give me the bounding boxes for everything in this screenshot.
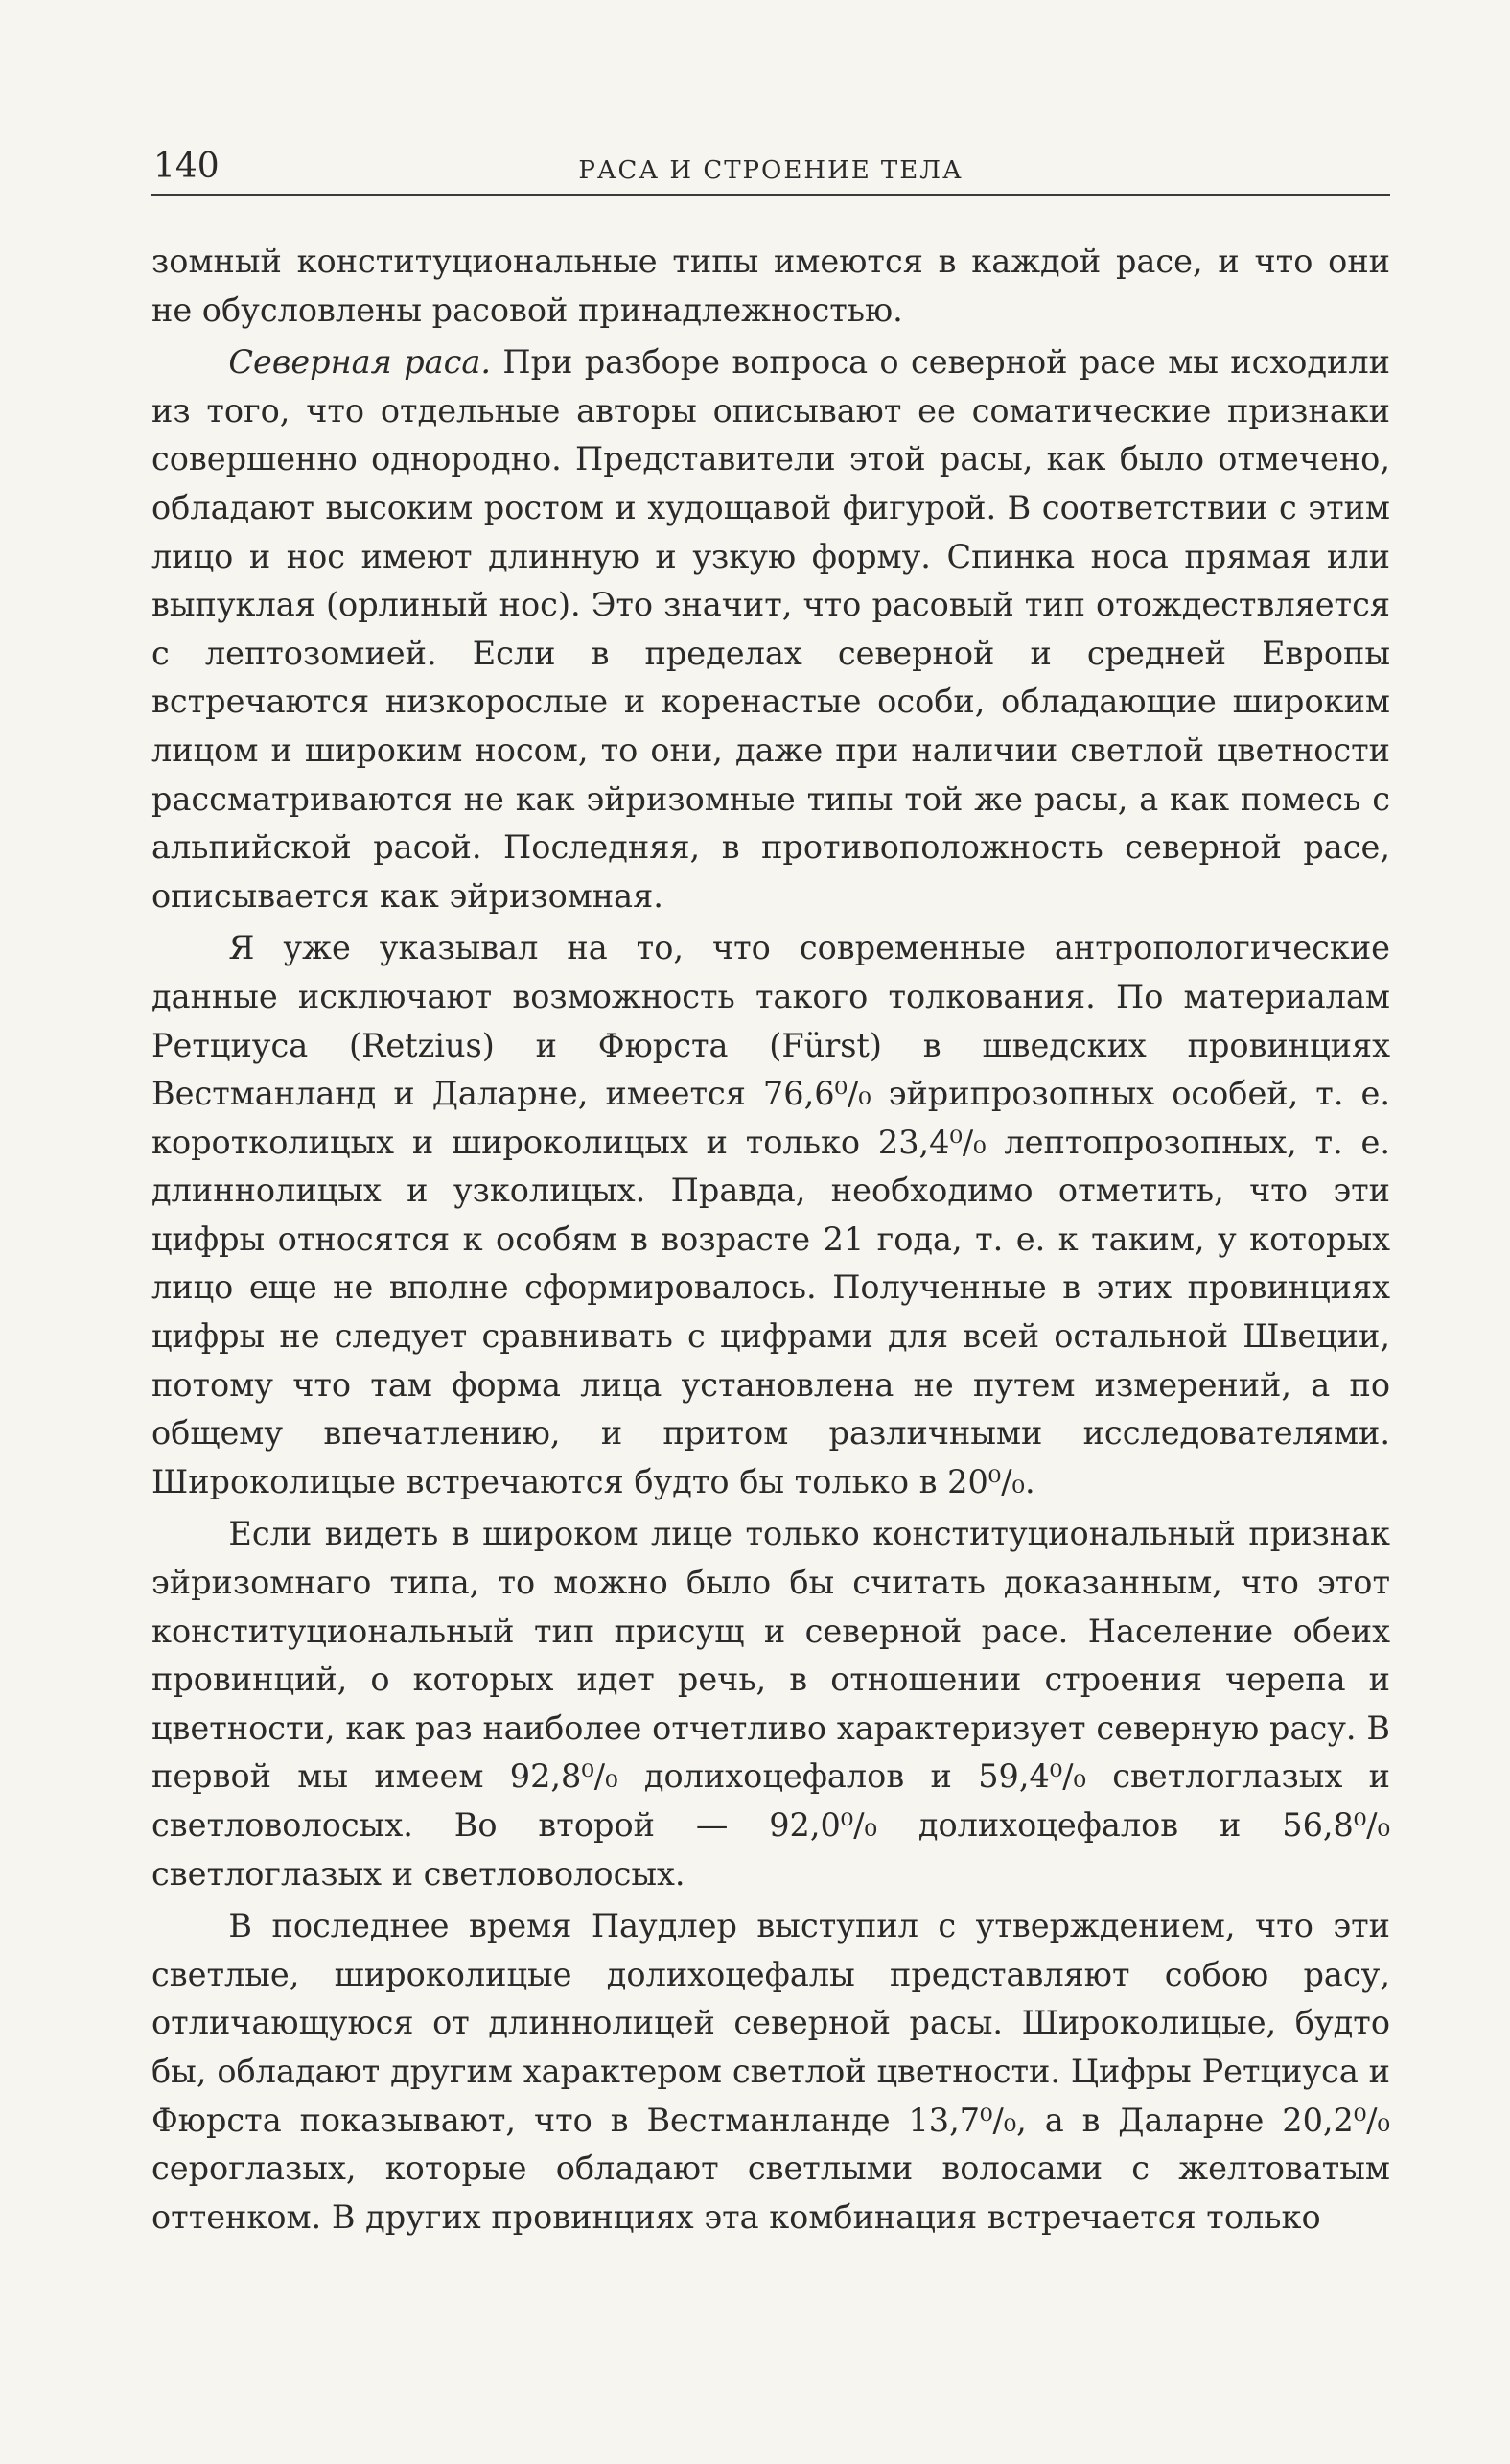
paragraph bbox=[151, 1510, 1390, 1898]
running-title: РАСА И СТРОЕНИЕ ТЕЛА bbox=[578, 156, 964, 185]
paragraph bbox=[151, 1902, 1390, 2242]
paragraph-text: В последнее время Паудлер выступил с утверждением, что эти светлые, широколицые долихоцефалы представляют собою расу, отличающуюся от длиннолицей северной расы. Широколицые, будто бы, обладают другим характером светлой цветности. Цифры Ретциуса и Фюрста показывают, что в Вестманланде 13,7⁰/₀, а в Даларне 20,2⁰/₀ сероглазых, которые обладают светлыми волосами с желтоватым оттенком. В других провинциях эта комбинация встречается только bbox=[151, 1907, 1390, 2236]
paragraph-text: Я уже указывал на то, что современные антропологические данные исключают возможность такого толкования. По материалам Ретциуса (Retzius) и Фюрста (Fürst) в шведских провинциях Вестманланд и Даларне, имеется 76,6⁰/₀ эйрипрозопных особей, т. е. коротколицых и широколицых и только 23,4⁰/₀ лептопрозопных, т. е. длиннолицых и узколицых. Правда, необходимо отметить, что эти цифры относятся к особям в возрасте 21 года, т. е. к таким, у которых лицо еще не вполне сформировалось. Полученные в этих провинциях цифры не следует сравнивать с цифрами для всей остальной Швеции, потому что там форма лица установлена не путем измерений, а по общему впечатлению, и притом различными исследователями. Широколицые встречаются будто бы только в 20⁰/₀. bbox=[151, 929, 1390, 1500]
page-header bbox=[151, 144, 1390, 196]
paragraph-text: При разборе вопроса о северной расе мы исходили из того, что отдельные авторы описывают ее соматические признаки совершенно однородно. Представители этой расы, как было отмечено, обладают высоким ростом и худощавой фигурой. В соответствии с этим лицо и нос имеют длинную и узкую форму. Спинка носа прямая или выпуклая (орлиный нос). Это значит, что расовый тип отождествляется с лептозомией. Если в пределах северной и средней Европы встречаются низкорослые и коренастые особи, обладающие широким лицом и широким носом, то они, даже при наличии светлой цветности рассматриваются не как эйризомные типы той же расы, а как помесь с альпийской расой. Последняя, в противоположность северной расе, описывается как эйризомная. bbox=[151, 343, 1390, 915]
paragraph bbox=[151, 924, 1390, 1506]
paragraph bbox=[151, 338, 1390, 920]
paragraph-text: Если видеть в широком лице только конституциональный признак эйризомнаго типа, то можно было бы считать доказанным, что этот конституциональный тип присущ и северной расе. Население обеих провинций, о которых идет речь, в отношении строения черепа и цветности, как раз наиболее отчетливо характеризует северную расу. В первой мы имеем 92,8⁰/₀ долихоцефалов и 59,4⁰/₀ светлоглазых и светловолосых. Во второй — 92,0⁰/₀ долихоцефалов и 56,8⁰/₀ светлоглазых и светловолосых. bbox=[151, 1515, 1390, 1893]
paragraph-text: зомный конституциональные типы имеются в каждой расе, и что они не обусловлены расовой принадлежностью. bbox=[151, 243, 1390, 329]
page-number: 140 bbox=[153, 147, 220, 186]
section-lead: Северная раса. bbox=[228, 343, 491, 382]
body-text bbox=[151, 238, 1390, 2242]
book-page bbox=[151, 144, 1390, 2245]
paragraph bbox=[151, 238, 1390, 335]
